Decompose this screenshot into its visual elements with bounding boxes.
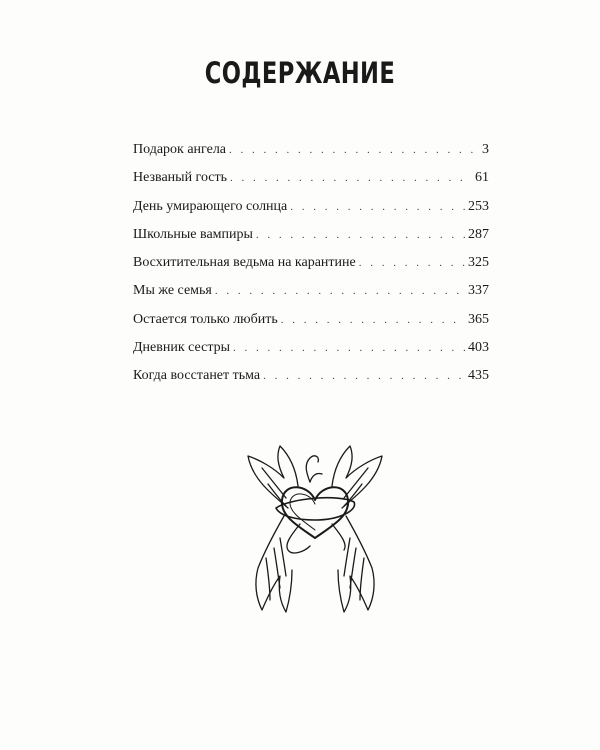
- toc-entry-page: 253: [468, 198, 489, 214]
- toc-leader-dots: [230, 172, 472, 184]
- toc-entry-title: Подарок ангела: [133, 142, 227, 157]
- toc-entry[interactable]: [133, 170, 489, 198]
- toc-entry-page: 287: [468, 226, 489, 242]
- toc-leader-dots: [263, 370, 465, 382]
- toc-leader-dots: [215, 285, 465, 297]
- toc-entry-title: Остается только любить: [133, 311, 278, 327]
- winged-heart-icon: [240, 438, 390, 618]
- toc-entry-page: 3: [482, 142, 489, 157]
- toc-entry-page: 403: [468, 340, 489, 356]
- toc-entry-title: Восхитительная ведьма на карантине: [133, 255, 356, 271]
- toc-entry-title: Незваный гость: [133, 170, 228, 186]
- toc-entry[interactable]: [133, 368, 489, 396]
- toc-entry-page: 435: [468, 368, 489, 384]
- toc-entry[interactable]: [133, 312, 489, 340]
- toc-leader-dots: [290, 201, 465, 213]
- table-of-contents: [133, 142, 489, 397]
- toc-entry-title: Мы же семья: [133, 283, 212, 299]
- toc-entry[interactable]: [133, 142, 489, 170]
- toc-entry-title: Когда восстанет тьма: [133, 368, 261, 384]
- toc-entry[interactable]: [133, 340, 489, 368]
- toc-leader-dots: [359, 257, 465, 269]
- toc-entry-page: 337: [468, 283, 489, 299]
- toc-entry-page: 61: [475, 170, 489, 186]
- toc-leader-dots: [281, 314, 465, 326]
- toc-entry-title: День умирающего солнца: [133, 198, 288, 214]
- toc-entry-title: Школьные вампиры: [133, 226, 253, 242]
- toc-entry[interactable]: [133, 283, 489, 311]
- toc-entry[interactable]: [133, 199, 489, 227]
- toc-entry[interactable]: [133, 255, 489, 283]
- toc-entry-page: 365: [468, 311, 489, 327]
- page-title: СОДЕРЖАНИЕ: [204, 56, 396, 90]
- toc-entry[interactable]: [133, 227, 489, 255]
- toc-leader-dots: [233, 342, 465, 354]
- toc-entry-page: 325: [468, 255, 489, 271]
- toc-entry-title: Дневник сестры: [133, 340, 231, 356]
- toc-leader-dots: [229, 144, 479, 156]
- toc-leader-dots: [256, 229, 465, 241]
